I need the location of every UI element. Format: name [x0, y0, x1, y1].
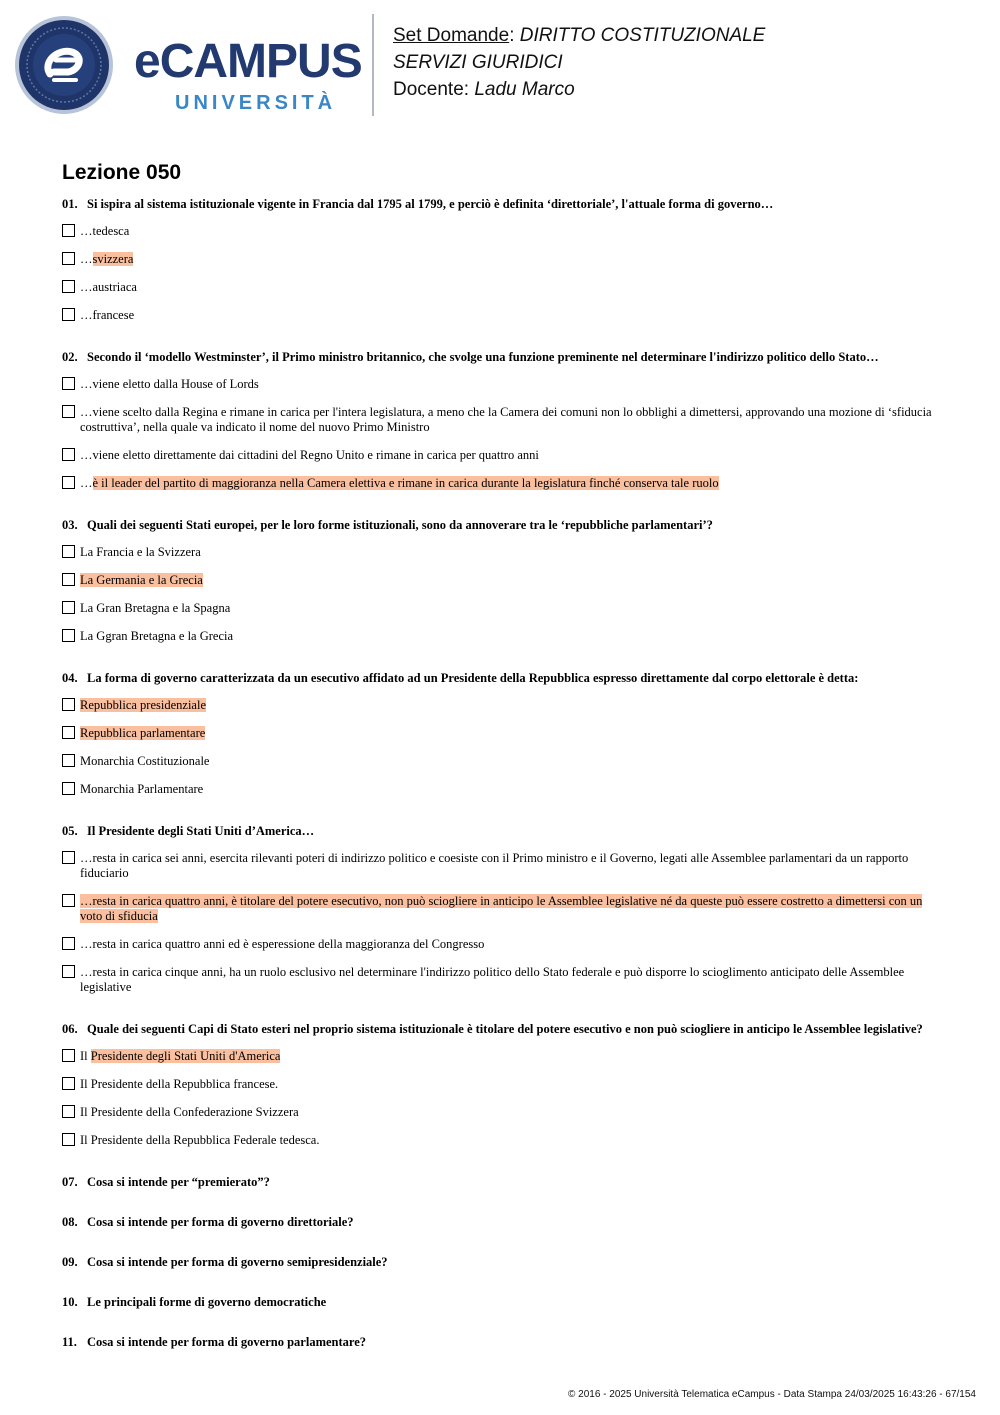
answer-checkbox[interactable]: [62, 601, 75, 614]
question-text: [62, 823, 942, 839]
answer-checkbox[interactable]: [62, 782, 75, 795]
question-body: Secondo il ‘modello Westminster’, il Primo ministro britannico, che svolge una funzione preminente nel determinare l'indirizzo politico dello Stato…: [87, 350, 879, 364]
answer-checkbox[interactable]: [62, 1049, 75, 1062]
answer-option[interactable]: [62, 629, 942, 644]
answer-option[interactable]: [62, 476, 942, 491]
answer-option[interactable]: [62, 252, 942, 267]
answer-option[interactable]: [62, 937, 942, 952]
option-text: …viene eletto dalla House of Lords: [80, 377, 259, 391]
question-number: 09.: [62, 1255, 78, 1269]
option-text: …resta in carica sei anni, esercita rilevanti poteri di indirizzo politico e coesiste con il Primo ministro e il Governo, legati alle Assemblee parlamentari da un rapporto fiduciario: [80, 851, 909, 880]
answer-checkbox[interactable]: [62, 754, 75, 767]
answer-option[interactable]: [62, 754, 942, 769]
page-footer: © 2016 - 2025 Università Telematica eCampus - Data Stampa 24/03/2025 16:43:26 - 67/154: [568, 1389, 976, 1400]
open-question: [62, 1174, 942, 1190]
answer-checkbox[interactable]: [62, 448, 75, 461]
option-text: …: [80, 252, 93, 266]
option-text: Monarchia Costituzionale: [80, 754, 210, 768]
answer-option[interactable]: [62, 726, 942, 741]
option-text: Il Presidente della Repubblica Federale tedesca.: [80, 1133, 320, 1147]
answer-option[interactable]: [62, 573, 942, 588]
option-text: …francese: [80, 308, 135, 322]
answer-option[interactable]: [62, 545, 942, 560]
question-body: La forma di governo caratterizzata da un esecutivo affidato ad un Presidente della Repubblica espresso direttamente dal corpo elettorale è detta:: [87, 671, 859, 685]
question-number: 11.: [62, 1335, 77, 1349]
answer-checkbox[interactable]: [62, 377, 75, 390]
option-text: …resta in carica quattro anni ed è esperessione della maggioranza del Congresso: [80, 937, 485, 951]
option-highlighted-text: Repubblica parlamentare: [80, 726, 206, 740]
open-question: [62, 1214, 942, 1230]
answer-checkbox[interactable]: [62, 851, 75, 864]
question-body: Cosa si intende per forma di governo parlamentare?: [87, 1335, 367, 1349]
option-highlighted-text: svizzera: [92, 252, 134, 266]
answer-checkbox[interactable]: [62, 965, 75, 978]
course-title-line1: DIRITTO COSTITUZIONALE: [519, 25, 766, 46]
answer-checkbox[interactable]: [62, 698, 75, 711]
question-number: 07.: [62, 1175, 78, 1189]
header-divider: [372, 14, 374, 116]
ecampus-logo: [14, 14, 362, 118]
answer-checkbox[interactable]: [62, 308, 75, 321]
option-text: Il Presidente della Repubblica francese.: [80, 1077, 279, 1091]
answer-option[interactable]: [62, 1049, 942, 1064]
answer-option[interactable]: [62, 965, 942, 995]
question-number: 08.: [62, 1215, 78, 1229]
question-body: Si ispira al sistema istituzionale vigente in Francia dal 1795 al 1799, e perciò è definita ‘direttoriale’, l'attuale forma di governo…: [87, 197, 774, 211]
question-text: [62, 1021, 942, 1037]
answer-option[interactable]: [62, 280, 942, 295]
option-text: Il: [80, 1049, 91, 1063]
option-highlighted-text: Repubblica presidenziale: [80, 698, 206, 712]
option-text: La Ggran Bretagna e la Grecia: [80, 629, 234, 643]
open-question: [62, 1294, 942, 1310]
answer-option[interactable]: [62, 308, 942, 323]
option-text: La Francia e la Svizzera: [80, 545, 201, 559]
question-number: 01.: [62, 197, 78, 211]
question-text: [62, 517, 942, 533]
question-number: 06.: [62, 1022, 78, 1036]
question-body: Cosa si intende per forma di governo semipresidenziale?: [87, 1255, 388, 1269]
question-body: Il Presidente degli Stati Uniti d’America…: [87, 824, 315, 838]
option-highlighted-text: La Germania e la Grecia: [80, 573, 203, 587]
option-text: La Gran Bretagna e la Spagna: [80, 601, 231, 615]
question-number: 03.: [62, 518, 78, 532]
ecampus-emblem-icon: [14, 14, 118, 118]
question-text: [62, 196, 942, 212]
answer-checkbox[interactable]: [62, 224, 75, 237]
answer-checkbox[interactable]: [62, 629, 75, 642]
option-text: …: [80, 476, 93, 490]
option-highlighted-text: …resta in carica quattro anni, è titolare del potere esecutivo, non può sciogliere in anticipo le Assemblee legislative né da queste può essere costretto a dimettersi con un voto di sfiducia: [80, 894, 923, 923]
question-number: 05.: [62, 824, 78, 838]
set-label: Set Domande: [393, 25, 510, 46]
option-text: …resta in carica cinque anni, ha un ruolo esclusivo nel determinare l'indirizzo politico dello Stato federale e può disporre lo scioglimento anticipato delle Assemblee legislative: [80, 965, 905, 994]
questions-list: [62, 196, 942, 1374]
answer-option[interactable]: [62, 782, 942, 797]
answer-option[interactable]: [62, 698, 942, 713]
answer-option[interactable]: [62, 224, 942, 239]
course-title-line2: SERVIZI GIURIDICI: [393, 52, 563, 73]
answer-checkbox[interactable]: [62, 1105, 75, 1118]
answer-option[interactable]: [62, 1105, 942, 1120]
option-highlighted-text: è il leader del partito di maggioranza nella Camera elettiva e rimane in carica durante la legislatura finché conserva tale ruolo: [92, 476, 719, 490]
answer-option[interactable]: [62, 894, 942, 924]
answer-option[interactable]: [62, 405, 942, 435]
answer-checkbox[interactable]: [62, 1077, 75, 1090]
answer-checkbox[interactable]: [62, 280, 75, 293]
question-text: [62, 670, 942, 686]
question-body: Cosa si intende per forma di governo direttoriale?: [87, 1215, 354, 1229]
option-highlighted-text: Presidente degli Stati Uniti d'America: [90, 1049, 281, 1063]
open-question: [62, 1254, 942, 1270]
answer-checkbox[interactable]: [62, 476, 75, 489]
answer-option[interactable]: [62, 601, 942, 616]
answer-option[interactable]: [62, 1077, 942, 1092]
question-number: 10.: [62, 1295, 78, 1309]
option-text: Monarchia Parlamentare: [80, 782, 204, 796]
answer-option[interactable]: [62, 448, 942, 463]
option-text: …tedesca: [80, 224, 130, 238]
teacher-label: Docente:: [393, 79, 470, 100]
question-body: Le principali forme di governo democratiche: [87, 1295, 327, 1309]
teacher-name: Ladu Marco: [474, 79, 575, 100]
answer-checkbox[interactable]: [62, 937, 75, 950]
answer-option[interactable]: [62, 377, 942, 392]
option-text: …viene scelto dalla Regina e rimane in carica per l'intera legislatura, a meno che la Camera dei comuni non lo obblighi a dimettersi, approvando una mozione di ‘sfiducia costruttiva’, nella quale va indicato il nome del nuovo Primo Ministro: [80, 405, 932, 434]
logo-wordmark: eCAMPUS: [134, 35, 362, 88]
question-body: Quale dei seguenti Capi di Stato esteri nel proprio sistema istituzionale è titolare del potere esecutivo e non può sciogliere in anticipo le Assemblee legislative?: [87, 1022, 923, 1036]
answer-checkbox[interactable]: [62, 252, 75, 265]
lesson-title: Lezione 050: [62, 161, 182, 184]
set-info: Set Domande: DIRITTO COSTITUZIONALE SERVIZI GIURIDICI Docente: Ladu Marco: [393, 25, 766, 100]
answer-checkbox[interactable]: [62, 1133, 75, 1146]
answer-checkbox[interactable]: [62, 405, 75, 418]
question-body: Quali dei seguenti Stati europei, per le loro forme istituzionali, sono da annoverare tra le ‘repubbliche parlamentari’?: [87, 518, 713, 532]
option-text: …viene eletto direttamente dai cittadini del Regno Unito e rimane in carica per quattro anni: [80, 448, 539, 462]
option-text: …austriaca: [80, 280, 137, 294]
logo-subtext: UNIVERSITÀ: [175, 92, 337, 114]
question-number: 02.: [62, 350, 78, 364]
answer-checkbox[interactable]: [62, 573, 75, 586]
question-body: Cosa si intende per “premierato”?: [87, 1175, 270, 1189]
question-number: 04.: [62, 671, 78, 685]
answer-option[interactable]: [62, 1133, 942, 1148]
option-text: Il Presidente della Confederazione Svizzera: [80, 1105, 299, 1119]
answer-option[interactable]: [62, 851, 942, 881]
open-question: [62, 1334, 942, 1350]
question-text: [62, 349, 942, 365]
answer-checkbox[interactable]: [62, 726, 75, 739]
answer-checkbox[interactable]: [62, 545, 75, 558]
answer-checkbox[interactable]: [62, 894, 75, 907]
